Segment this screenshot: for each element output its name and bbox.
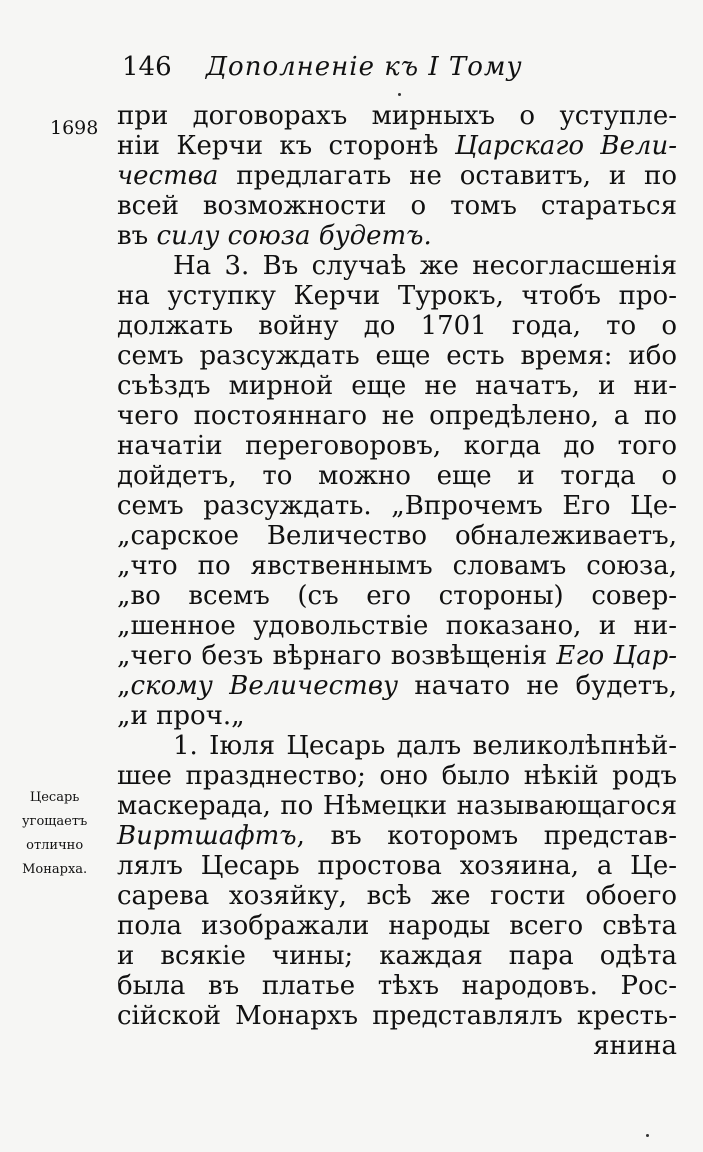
text-line: и всякіе чины; каждая пара одѣта	[117, 941, 677, 971]
margin-note	[22, 786, 87, 882]
text-line: всей возможности о томъ стараться	[117, 191, 677, 221]
text-line: маскерада, по Нѣмецки называющагося	[117, 791, 677, 821]
page-number: 146	[122, 52, 172, 82]
text-line: „сарское Величество обналеживаетъ,	[117, 521, 677, 551]
text-line: чего постояннаго не опредѣлено, а по	[117, 401, 677, 431]
margin-note-line: угощаетъ	[22, 814, 88, 829]
text-line: „чего безъ вѣрнаго возвѣщенія Его Цар-	[117, 641, 677, 671]
margin-note-line: Цесарь	[29, 790, 80, 805]
text-line: семъ разсуждать. „Впрочемъ Его Це-	[117, 491, 677, 521]
main-text	[117, 101, 677, 1061]
text-line: лялъ Цесарь простова хозяина, а Це-	[117, 851, 677, 881]
text-line: съѣздъ мирной еще не начатъ, и ни-	[117, 371, 677, 401]
text-line: была въ платье тѣхъ народовъ. Рос-	[117, 971, 677, 1001]
margin-year: 1698	[50, 117, 99, 139]
text-line: „шенное удовольствіе показано, и ни-	[117, 611, 677, 641]
catchword: янина	[593, 1031, 677, 1061]
running-header	[122, 52, 523, 82]
text-line: „что по явственнымъ словамъ союза,	[117, 551, 677, 581]
text-line: сарева хозяйку, всѣ же гости обоего	[117, 881, 677, 911]
running-title: Дополненіе къ I Тому	[205, 52, 523, 82]
print-speck	[646, 1134, 649, 1137]
text-line: семъ разсуждать еще есть время: ибо	[117, 341, 677, 371]
text-line: чества предлагать не оставитъ, и по	[117, 161, 677, 191]
text-line: Виртшафтъ, въ которомъ представ-	[117, 821, 677, 851]
text-line: ніи Керчи къ сторонѣ Царскаго Вели-	[117, 131, 677, 161]
text-line: начатіи переговоровъ, когда до того	[117, 431, 677, 461]
text-line: сійской Монархъ представлялъ кресть-	[117, 1001, 677, 1031]
text-line: „скому Величеству начато не будетъ,	[117, 671, 677, 701]
text-line: на уступку Керчи Турокъ, чтобъ про-	[117, 281, 677, 311]
text-line: шее празднество; оно было нѣкій родъ	[117, 761, 677, 791]
text-line: должать войну до 1701 года, то о	[117, 311, 677, 341]
text-line: пола изображали народы всего свѣта	[117, 911, 677, 941]
text-line: На 3. Въ случаѣ же несогласшенія	[173, 251, 677, 281]
text-line: „во всемъ (съ его стороны) совер-	[117, 581, 677, 611]
print-speck	[398, 93, 401, 96]
text-line: при договорахъ мирныхъ о уступле-	[117, 101, 677, 131]
text-line: 1. Іюля Цесарь далъ великолѣпнѣй-	[173, 731, 677, 761]
text-line: дойдетъ, то можно еще и тогда о	[117, 461, 677, 491]
margin-note-line: Монарха.	[22, 862, 88, 877]
margin-note-line: отлично	[26, 838, 84, 853]
text-line: въ силу союза будетъ.	[117, 221, 432, 251]
text-line: „и проч.„	[117, 701, 245, 731]
